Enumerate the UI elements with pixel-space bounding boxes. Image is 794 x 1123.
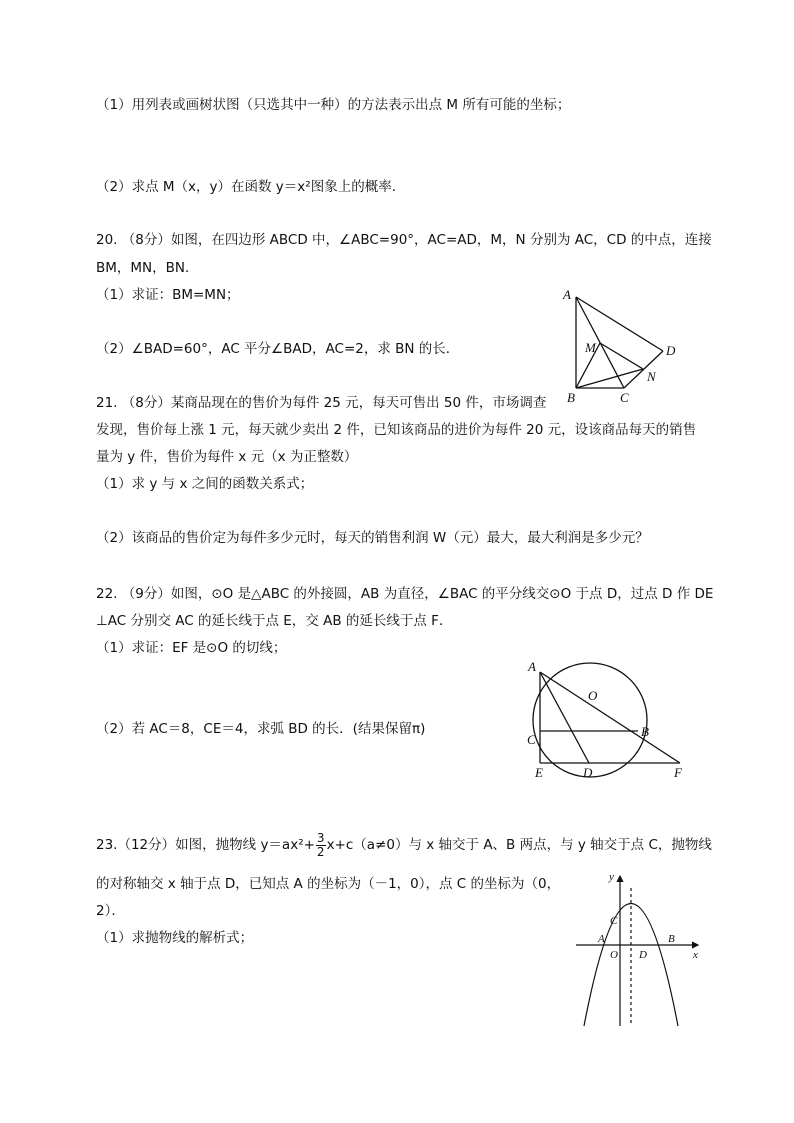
q22-label-E: E [535, 765, 543, 780]
q21-stem-line1: 21. （8分）某商品现在的售价为每件 25 元，每天可售出 50 件，市场调查 [96, 395, 547, 411]
q21-stem-line3: 量为 y 件，售价为每件 x 元（x 为正整数） [96, 449, 358, 465]
q23-stem-line3: 2）． [96, 903, 125, 919]
q23-label-C: C [610, 915, 618, 927]
q20-label-A: A [563, 287, 571, 302]
q22-label-A: A [528, 659, 536, 674]
q22-label-D: D [583, 765, 593, 780]
q22-stem-line1: 22. （9分）如图，⊙O 是△ABC 的外接圆，AB 为直径，∠BAC 的平分线交⊙O 于点 D，过点 D 作 DE [96, 586, 714, 602]
q23-stem-after-frac: x+c（a≠0）与 x 轴交于 A、B 两点，与 y 轴交于点 C，抛物线 [326, 837, 712, 853]
q20-label-B: B [567, 390, 575, 405]
q23-frac-den: 2 [316, 844, 325, 859]
q23-label-x: x [693, 949, 698, 961]
q19-part1: （1）用列表或画树状图（只选其中一种）的方法表示出点 M 所有可能的坐标； [96, 97, 571, 113]
q20-stem-line1: 20. （8分）如图，在四边形 ABCD 中，∠ABC=90°，AC=AD，M，N 分别为 AC，CD 的中点，连接 [96, 232, 712, 248]
q23-label-y: y [609, 871, 614, 883]
q23-stem-before-frac: 23.（12分）如图，抛物线 y＝ax²+ [96, 837, 315, 853]
q23-frac-num: 3 [316, 830, 325, 845]
q22-label-F: F [674, 765, 682, 780]
q21-part2: （2）该商品的售价定为每件多少元时，每天的销售利润 W（元）最大，最大利润是多少元？ [96, 530, 649, 546]
q23-label-D: D [639, 949, 647, 961]
q22-stem-line2: ⊥AC 分别交 AC 的延长线于点 E，交 AB 的延长线于点 F． [96, 613, 453, 629]
q20-label-M: M [585, 340, 596, 355]
q21-stem-line2: 发现，售价每上涨 1 元，每天就少卖出 2 件，已知该商品的进价为每件 20 元，设该商品每天的销售 [96, 422, 697, 438]
q20-label-N: N [647, 369, 656, 384]
q22-part1: （1）求证：EF 是⊙O 的切线； [96, 640, 287, 656]
q22-label-C: C [527, 732, 536, 747]
q20-quadrilateral-figure [555, 285, 695, 410]
q20-stem-line2: BM，MN，BN． [96, 260, 199, 276]
q23-label-A: A [598, 933, 605, 945]
q20-part1: （1）求证：BM=MN； [96, 287, 240, 303]
q23-label-B: B [668, 933, 675, 945]
q20-label-C: C [620, 390, 629, 405]
q22-circle-figure [520, 650, 700, 782]
q23-label-O: O [610, 949, 618, 961]
q21-part1: （1）求 y 与 x 之间的函数关系式； [96, 476, 314, 492]
q23-part1: （1）求抛物线的解析式； [96, 930, 254, 946]
q19-part2: （2）求点 M（x，y）在函数 y＝x²图象上的概率． [96, 179, 406, 195]
q22-part2: （2）若 AC＝8，CE＝4，求弧 BD 的长．(结果保留π) [96, 721, 426, 737]
q23-fraction [316, 832, 326, 859]
q20-label-D: D [666, 343, 676, 358]
q22-label-O: O [588, 688, 598, 703]
q22-label-B: B [641, 724, 649, 739]
q20-part2: （2）∠BAD=60°，AC 平分∠BAD，AC=2，求 BN 的长． [96, 341, 460, 357]
q23-stem-line1 [96, 828, 712, 862]
q23-stem-line2: 的对称轴交 x 轴于点 D，已知点 A 的坐标为（－1，0），点 C 的坐标为（0， [96, 876, 561, 892]
q23-parabola-figure [570, 866, 706, 1030]
